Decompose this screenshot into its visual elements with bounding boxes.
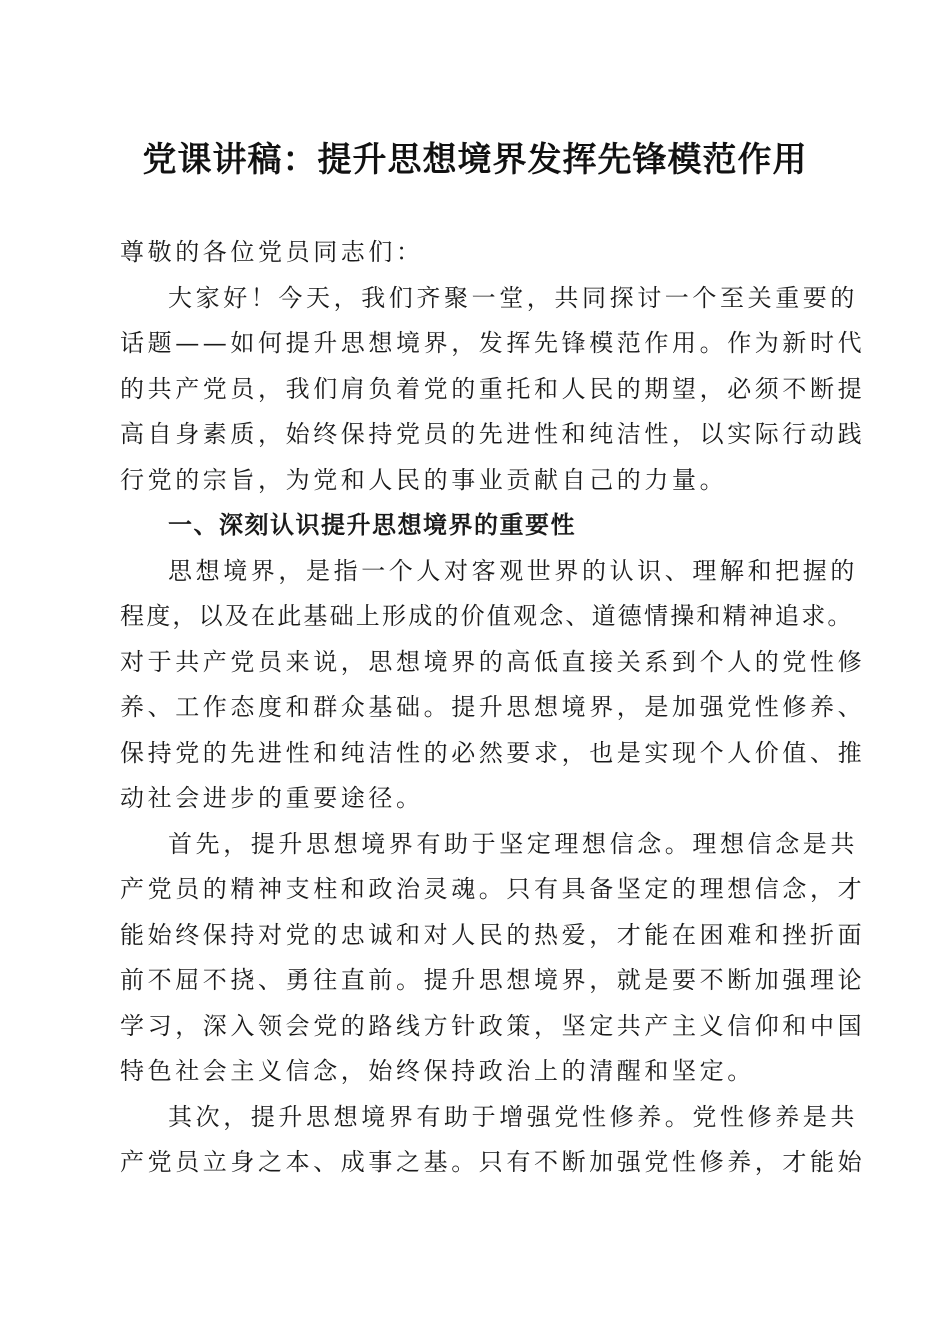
section-paragraph <box>120 549 866 822</box>
paragraph-line: 的共产党员，我们肩负着党的重托和人民的期望，必须不断提 <box>120 374 866 403</box>
paragraph-line: 特色社会主义信念，始终保持政治上的清醒和坚定。 <box>120 1057 755 1085</box>
paragraph-line: 其次，提升思想境界有助于增强党性修养。党性修养是共 <box>168 1102 858 1131</box>
paragraph-line: 前不屈不挠、勇往直前。提升思想境界，就是要不断加强理论 <box>120 966 866 994</box>
document-title: 党课讲稿：提升思想境界发挥先锋模范作用 <box>142 140 808 180</box>
paragraph-line: 程度，以及在此基础上形成的价值观念、道德情操和精神追求。 <box>120 602 854 630</box>
document-body <box>120 230 866 1186</box>
paragraph-line: 保持党的先进性和纯洁性的必然要求，也是实现个人价值、推 <box>120 738 866 767</box>
paragraph-line: 高自身素质，始终保持党员的先进性和纯洁性，以实际行动践 <box>120 420 866 448</box>
paragraph-line: 行党的宗旨，为党和人民的事业贡献自己的力量。 <box>120 465 728 494</box>
paragraph-line: 能始终保持对党的忠诚和对人民的热爱，才能在困难和挫折面 <box>120 920 866 949</box>
section-paragraph <box>120 1095 866 1186</box>
section-heading: 一、深刻认识提升思想境界的重要性 <box>168 511 576 539</box>
paragraph-line: 对于共产党员来说，思想境界的高低直接关系到个人的党性修 <box>120 647 866 676</box>
paragraph-line: 思想境界，是指一个人对客观世界的认识、理解和把握的 <box>168 556 858 585</box>
paragraph-line: 产党员立身之本、成事之基。只有不断加强党性修养，才能始 <box>120 1148 866 1176</box>
paragraph-line: 学习，深入领会党的路线方针政策，坚定共产主义信仰和中国 <box>120 1011 866 1040</box>
paragraph-line: 产党员的精神支柱和政治灵魂。只有具备坚定的理想信念，才 <box>120 875 866 903</box>
paragraph-line: 首先，提升思想境界有助于坚定理想信念。理想信念是共 <box>168 829 858 858</box>
salutation: 尊敬的各位党员同志们： <box>120 238 424 266</box>
section-paragraph <box>120 822 866 1095</box>
intro-paragraph <box>120 276 866 504</box>
paragraph-line: 动社会进步的重要途径。 <box>120 784 424 812</box>
paragraph-line: 大家好！今天，我们齐聚一堂，共同探讨一个至关重要的 <box>168 283 858 312</box>
paragraph-line: 养、工作态度和群众基础。提升思想境界，是加强党性修养、 <box>120 693 866 721</box>
paragraph-line: 话题——如何提升思想境界，发挥先锋模范作用。作为新时代 <box>120 329 866 357</box>
